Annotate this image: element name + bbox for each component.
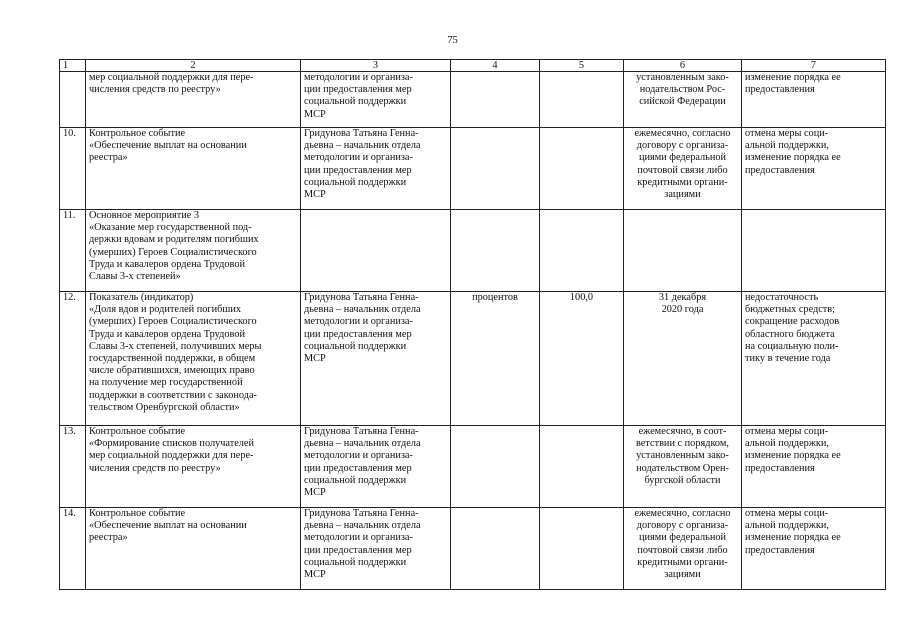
table-row xyxy=(60,508,886,590)
col-header-5: 5 xyxy=(540,60,624,72)
unit xyxy=(451,508,540,590)
value: 100,0 xyxy=(540,292,624,426)
row-number: 10. xyxy=(60,128,86,210)
responsible xyxy=(301,210,451,292)
table-row xyxy=(60,128,886,210)
risks: отмена меры соци- альной поддержки, изменение порядка ее предоставления xyxy=(742,128,886,210)
col-header-7: 7 xyxy=(742,60,886,72)
risks: отмена меры соци- альной поддержки, изменение порядка ее предоставления xyxy=(742,426,886,508)
responsible: Гридунова Татьяна Генна- дьевна – начальник отдела методологии и организа- ции предоставления мер социальной поддержки МСР xyxy=(301,292,451,426)
row-number xyxy=(60,72,86,128)
risks: изменение порядка ее предоставления xyxy=(742,72,886,128)
row-number: 11. xyxy=(60,210,86,292)
unit xyxy=(451,72,540,128)
measure-name: Контрольное событие «Обеспечение выплат на основании реестра» xyxy=(86,128,301,210)
col-header-6: 6 xyxy=(624,60,742,72)
table-row xyxy=(60,426,886,508)
responsible: Гридунова Татьяна Генна- дьевна – начальник отдела методологии и организа- ции предоставления мер социальной поддержки МСР xyxy=(301,426,451,508)
measure-name: Контрольное событие «Формирование списков получателей мер социальной поддержки для пере- числения средств по реестру» xyxy=(86,426,301,508)
term: установленным зако- нодательством Рос- сийской Федерации xyxy=(624,72,742,128)
measure-name: Основное мероприятие 3 «Оказание мер государственной под- держки вдовам и родителям погибших (умерших) Героев Социалистического Труда и кавалеров ордена Трудовой Славы 3-х степеней» xyxy=(86,210,301,292)
term: ежемесячно, согласно договору с организа- циями федеральной почтовой связи либо кредитными органи- зациями xyxy=(624,508,742,590)
value xyxy=(540,426,624,508)
responsible: методологии и организа- ции предоставления мер социальной поддержки МСР xyxy=(301,72,451,128)
unit: процентов xyxy=(451,292,540,426)
row-number: 12. xyxy=(60,292,86,426)
value xyxy=(540,508,624,590)
responsible: Гридунова Татьяна Генна- дьевна – начальник отдела методологии и организа- ции предоставления мер социальной поддержки МСР xyxy=(301,508,451,590)
col-header-4: 4 xyxy=(451,60,540,72)
unit xyxy=(451,426,540,508)
plan-table xyxy=(59,59,886,590)
measure-name: мер социальной поддержки для пере- числения средств по реестру» xyxy=(86,72,301,128)
measure-name: Показатель (индикатор) «Доля вдов и родителей погибших (умерших) Героев Социалистического Труда и кавалеров ордена Трудовой Славы 3-х степеней, получивших меры государственной поддержки, в общем числе обратившихся, имеющих право на получение мер государственной поддержки в соответствии с законода- тельством Оренбургской области» xyxy=(86,292,301,426)
page-number: 75 xyxy=(447,35,458,46)
unit xyxy=(451,210,540,292)
table-row xyxy=(60,292,886,426)
table-row xyxy=(60,72,886,128)
unit xyxy=(451,128,540,210)
risks xyxy=(742,210,886,292)
row-number: 14. xyxy=(60,508,86,590)
table-row xyxy=(60,210,886,292)
row-number: 13. xyxy=(60,426,86,508)
measure-name: Контрольное событие «Обеспечение выплат на основании реестра» xyxy=(86,508,301,590)
term: 31 декабря 2020 года xyxy=(624,292,742,426)
term: ежемесячно, в соот- ветствии с порядком, установленным зако- нодательством Орен- бургской области xyxy=(624,426,742,508)
col-header-2: 2 xyxy=(86,60,301,72)
value xyxy=(540,72,624,128)
value xyxy=(540,128,624,210)
risks: недостаточность бюджетных средств; сокращение расходов областного бюджета на социальную поли- тику в течение года xyxy=(742,292,886,426)
column-number-row xyxy=(60,60,886,72)
term xyxy=(624,210,742,292)
value xyxy=(540,210,624,292)
col-header-1: 1 xyxy=(60,60,86,72)
col-header-3: 3 xyxy=(301,60,451,72)
responsible: Гридунова Татьяна Генна- дьевна – начальник отдела методологии и организа- ции предоставления мер социальной поддержки МСР xyxy=(301,128,451,210)
risks: отмена меры соци- альной поддержки, изменение порядка ее предоставления xyxy=(742,508,886,590)
term: ежемесячно, согласно договору с организа- циями федеральной почтовой связи либо кредитными органи- зациями xyxy=(624,128,742,210)
